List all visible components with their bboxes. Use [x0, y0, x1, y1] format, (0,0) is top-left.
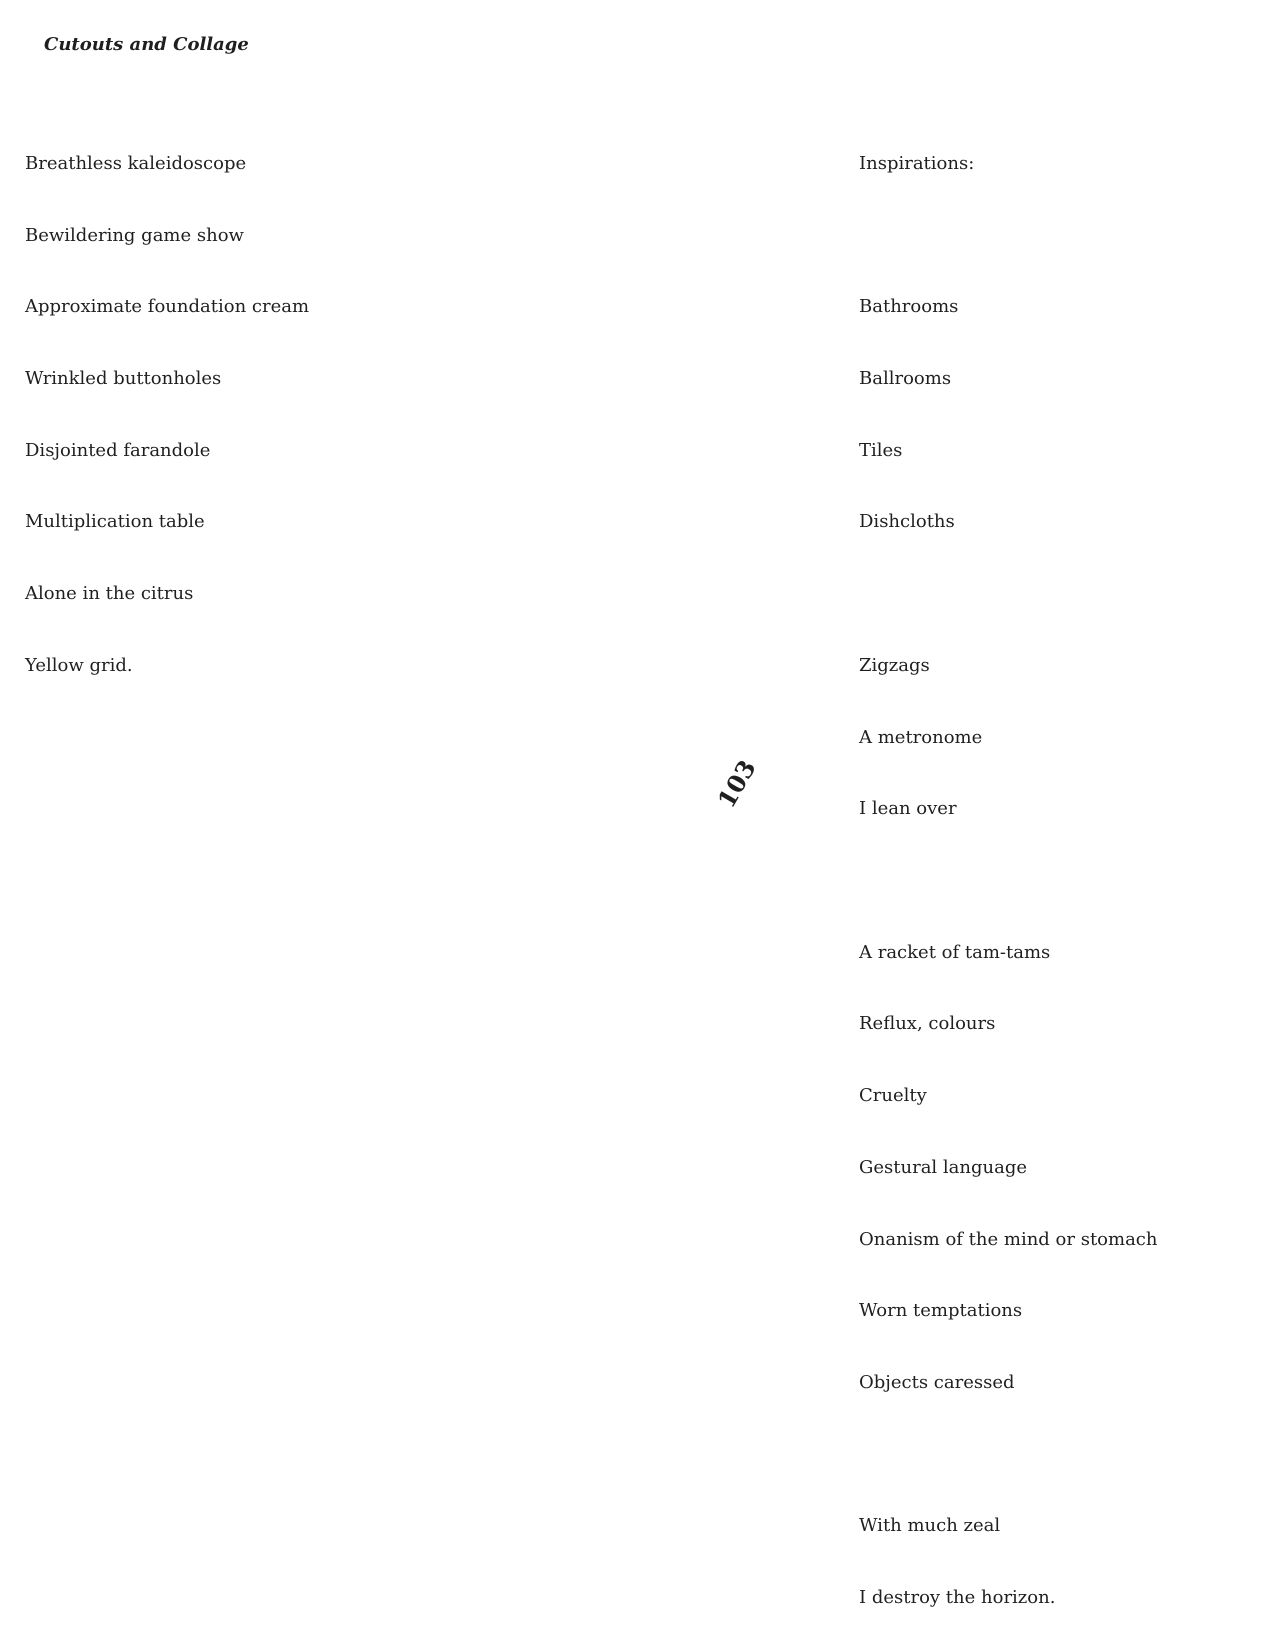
poem-line: Bewildering game show — [25, 224, 244, 246]
poem-line: Reflux, colours — [859, 1013, 996, 1035]
poem-line: Dishcloths — [859, 511, 955, 533]
stanza-break — [859, 869, 1158, 893]
poem-line: Gestural language — [859, 1156, 1028, 1178]
poem-heading: Inspirations: — [859, 152, 975, 174]
poem-line: Multiplication table — [25, 511, 205, 533]
poem-line: Alone in the citrus — [25, 583, 194, 605]
poem-line: Worn temptations — [859, 1300, 1023, 1322]
poem-line: A metronome — [859, 726, 983, 748]
poem-line: Objects caressed — [859, 1371, 1015, 1393]
poem-line: Onanism of the mind or stomach — [859, 1228, 1158, 1250]
poem-line: Breathless kaleidoscope — [25, 152, 247, 174]
poem-line: Yellow grid. — [25, 654, 133, 676]
poem-line: Wrinkled buttonholes — [25, 367, 222, 389]
poem-line: I destroy the horizon. — [859, 1587, 1056, 1609]
poem-line: Cruelty — [859, 1085, 927, 1107]
poem-line: A racket of tam-tams — [859, 941, 1051, 963]
poem-line: Ballrooms — [859, 367, 952, 389]
stanza-break — [859, 1443, 1158, 1467]
stanza-break — [859, 582, 1158, 606]
poem-line: Tiles — [859, 439, 903, 461]
page-title: Cutouts and Collage — [44, 34, 249, 55]
poem-line: Bathrooms — [859, 296, 959, 318]
stanza-break — [859, 224, 1158, 248]
poem-line: I lean over — [859, 798, 957, 820]
page-number: 103 — [711, 754, 762, 813]
poem-line: With much zeal — [859, 1515, 1001, 1537]
poem-line: Zigzags — [859, 654, 930, 676]
poem-line: Approximate foundation cream — [25, 296, 310, 318]
poem-line: Disjointed farandole — [25, 439, 211, 461]
right-poem — [859, 104, 1158, 1634]
left-poem — [25, 104, 309, 702]
